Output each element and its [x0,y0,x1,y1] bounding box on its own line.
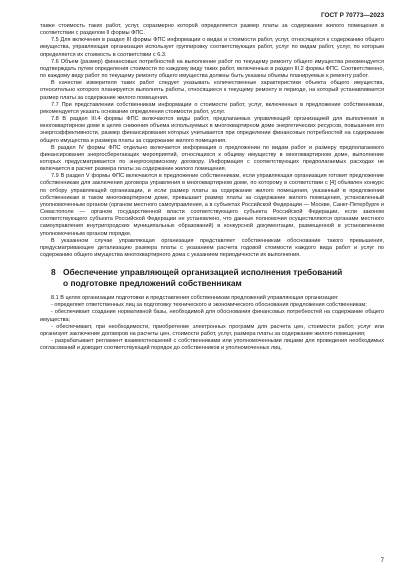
body-text-bottom [40,295,384,352]
paragraph: 7.6 Объем (размер) финансовых потребностей на выполнение работ по текущему ремонту общего имущества рекомендуется подтверждать путем определения стоимости по каждому виду таких работ, включенных в раздел III.2 формы ФПС. Соответственно, по каждому виду работ по текущему ремонту общего имущества должны быть указаны объемы планируемых к ремонту работ. [40,58,384,80]
paragraph: - обеспечивает, при необходимости, приобретение электронных программ для расчета цен, стоимости работ, услуг или организует заключение договоров на расчеты цен, стоимости работ, услуг, размера платы за содержание жилого помещения; [40,323,384,337]
paragraph: В качестве измерителя таких работ следует указывать количественные характеристики объекта общего имущества, относительно которого планируется выполнять работы, относящиеся к текущему ремонту в периоде, на который устанавливается размер платы за содержание жилого помещения. [40,80,384,101]
paragraph: В указанном случае управляющая организация представляет собственникам обоснование такого превышения, предусматривающее детализацию размера платы с указанием расчета годовой стоимости каждого вида работ и услуг по содержанию общего имущества многоквартирного дома с указанием периодичности их выполнения. [40,237,384,258]
section-heading [40,267,384,288]
paragraph: 7.7 При представлении собственникам информации о стоимости работ, услуг, включенных в предложение собственникам, рекомендуется указать основание определения стоимости работ, услуг. [40,101,384,115]
paragraph: - разрабатывает регламент взаимоотношений с собственниками или уполномоченными лицами для проведения необходимых согласований и доводит соответствующий порядок до собственников и уполномоченных лиц. [40,338,384,352]
section-number: 8 [51,267,56,278]
paragraph: - обеспечивает создание нормативной базы, необходимой для обоснования финансовых потребностей на содержание общего имущества; [40,309,384,323]
paragraph: 8.1 В целях организации подготовки и представления собственникам предложений управляющая организация: [51,295,339,302]
section-title-line1: Обеспечение управляющей организацией исполнения требований [63,267,343,278]
paragraph: 7.9 В раздел V формы ФПС включаются в предложение собственникам, если управляющая организация готовит предложение собственникам для заключения договора управления в многоквартирном доме, по которому в соответствии с [4] объявлен конкурс по отбору управляющей организации, и если размер платы за содержание жилого помещения, указанный в предложении собственникам в таком многоквартирном доме, превышает размер платы за содержание жилого помещения, установленный уполномоченным органом (органом местного самоуправления, а в субъектах Российской Федерации — Москве, Санкт-Петербурге и Севастополе — органом государственной власти соответствующего субъекта Российской Федерации, если законом соответствующего субъекта Российской Федерации не установлено, что данные полномочия осуществляются органами местного самоуправления внутригородских муниципальных образований) в конкурсной документации, размещенной в установленном уполномоченным органом порядке. [40,173,384,237]
document-header: ГОСТ Р 70773—2023 [320,12,384,19]
page-number: 7 [380,558,384,564]
paragraph: 7.8 В раздел III.4 формы ФПС включаются виды работ, предлагаемых управляющей организацией для выполнения в многоквартирном доме в целях снижения объема используемых в многоквартирном доме энергетических ресурсов, повышения его энергоэффективности, размер финансирования которых учитывается при определении финансовых потребностей на содержание общего имущества и размера платы за содержание жилого помещения. [40,116,384,144]
paragraph: также стоимость таких работ, услуг, соразмерно которой определяется размер платы за содержание жилого помещения в соответствии с разделом II формы ФПС. [40,23,384,37]
section-title-line2: о подготовке предложений собственникам [63,277,242,288]
paragraph: - определяет ответственных лиц за подготовку технического и экономического обоснования предложения собственникам; [51,302,367,309]
paragraph: 7.5 Для включения в раздел III формы ФПС информации о видах и стоимости работ, услуг, относящихся к содержанию общего имущества, управляющая организация использует группировку соответствующих работ, услуг по видам работ, услуг, по которым определяется их стоимость в соответствии с 6.3. [40,37,384,58]
paragraph: В раздел IV формы ФПС отдельно включается информация о предложении по видам работ и размеру предполагаемого финансирования энергосберегающих мероприятий, относящихся к общему имуществу в многоквартирном доме, выполнение которых предусматривается по энергосервисному договору. Информация с соответствующих предполагаемых расходах не включается в расчет размера платы за содержание жилого помещения. [40,144,384,173]
body-text-top [40,23,384,259]
